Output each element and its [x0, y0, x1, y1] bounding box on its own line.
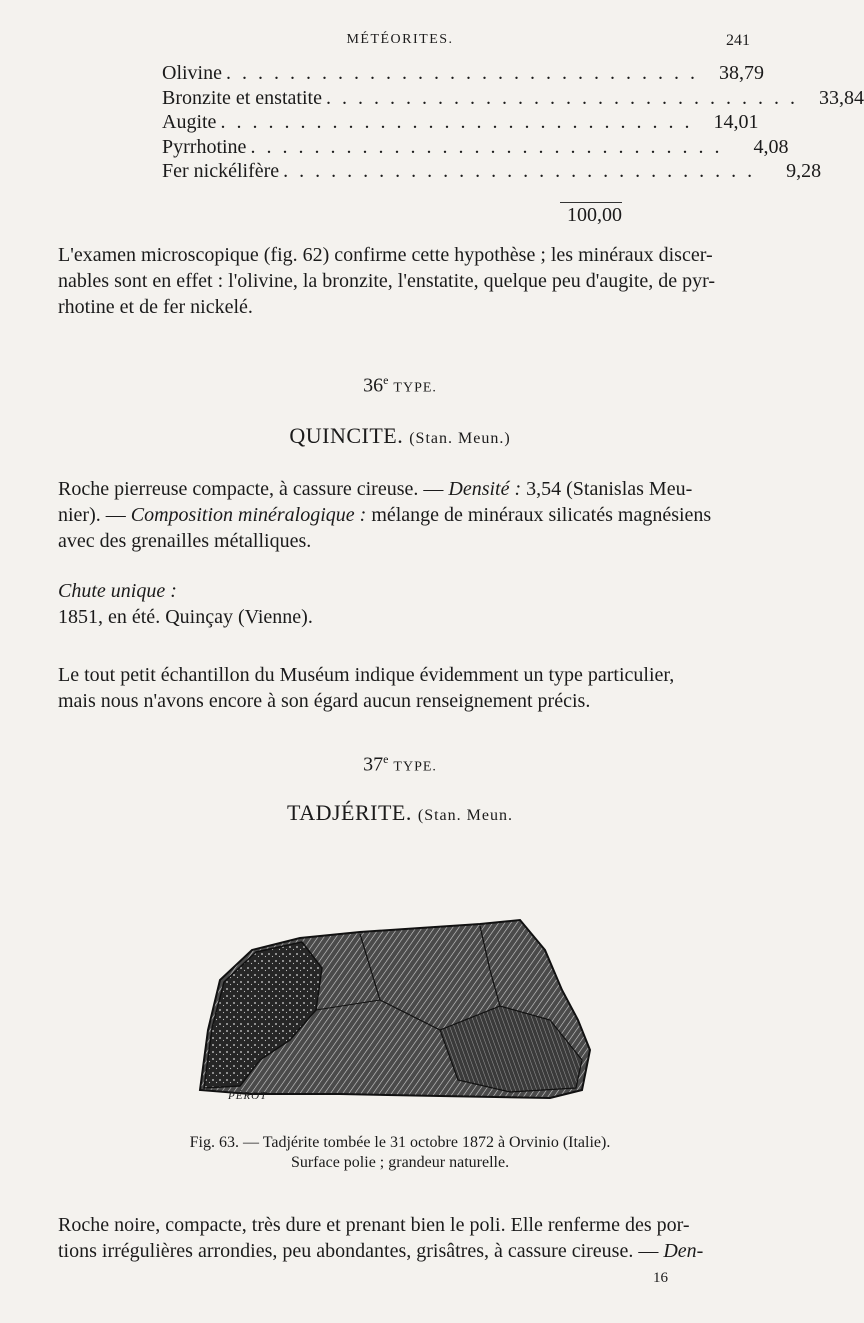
- type-superscript: e: [383, 752, 389, 766]
- composition-row: [162, 135, 789, 161]
- mineral-value: 9,28: [786, 160, 822, 182]
- composition-label: Composition minéralogique :: [130, 504, 367, 526]
- leader-dots: . . . . . . . . . . . . . . . . . . . . . . . . . . . . . .: [226, 62, 698, 84]
- running-title: MÉTÉORITES.: [346, 32, 454, 47]
- text-line: L'examen microscopique (fig. 62) confirme cette hypothèse ; les minéraux discer-: [58, 244, 713, 266]
- composition-table: [162, 62, 864, 185]
- text-line: mais nous n'avons encore à son égard aucun renseignement précis.: [58, 690, 591, 712]
- microscopic-paragraph: [58, 242, 750, 320]
- sheet-number: 16: [653, 1270, 668, 1286]
- text-line: [58, 1238, 750, 1264]
- quincite-heading: [0, 423, 800, 449]
- mineral-name: TADJÉRITE.: [287, 800, 412, 825]
- leader-dots: . . . . . . . . . . . . . . . . . . . . . . . . . . . . . .: [283, 160, 756, 182]
- engraver-signature: PÉROT: [228, 1090, 268, 1102]
- quincite-description: [58, 476, 750, 554]
- tadjerite-description: [58, 1212, 750, 1264]
- composition-row: [162, 160, 822, 185]
- text-line: [58, 476, 750, 502]
- fall-text: 1851, en été. Quinçay (Vienne).: [58, 606, 313, 628]
- mineral-value: 14,01: [713, 111, 759, 133]
- total-rule: [560, 202, 622, 203]
- type-36-heading: [0, 373, 800, 398]
- running-head: [0, 32, 800, 54]
- type-number: 36: [363, 374, 384, 397]
- text-line: Le tout petit échantillon du Muséum indique évidemment un type particulier,: [58, 664, 675, 686]
- meteorite-engraving: [190, 910, 610, 1110]
- tadjerite-heading: [0, 800, 800, 826]
- text-line: rhotine et de fer nickelé.: [58, 296, 253, 318]
- mineral-value: 33,84: [818, 86, 864, 109]
- mineral-name: QUINCITE.: [289, 423, 404, 448]
- quincite-note: [58, 662, 750, 714]
- text-run: 3,54 (Stanislas Meu-: [521, 478, 693, 500]
- mineral-author: (Stan. Meun.): [409, 430, 511, 447]
- leader-dots: . . . . . . . . . . . . . . . . . . . . . . . . . . . . . .: [325, 86, 798, 109]
- fall-section: [58, 578, 750, 630]
- figure-caption: Fig. 63. — Tadjérite tombée le 31 octobre 1872 à Orvinio (Italie).: [189, 1134, 611, 1151]
- figure-caption: Surface polie ; grandeur naturelle.: [290, 1154, 510, 1171]
- text-run: tions irrégulières arrondies, peu abondantes, grisâtres, à cassure cireuse. —: [58, 1240, 664, 1262]
- text-line: Roche noire, compacte, très dure et prenant bien le poli. Elle renferme des por-: [58, 1214, 690, 1236]
- page-number: 241: [726, 32, 750, 49]
- composition-row: [162, 86, 864, 112]
- density-label: Densité :: [448, 478, 522, 500]
- text-line: avec des grenailles métalliques.: [58, 530, 312, 552]
- text-run: mélange de minéraux silicatés magnésiens: [366, 504, 712, 526]
- text-line: nables sont en effet : l'olivine, la bronzite, l'enstatite, quelque peu d'augite, de pyr-: [58, 270, 716, 292]
- mineral-name: Bronzite et enstatite: [162, 86, 322, 109]
- leader-dots: . . . . . . . . . . . . . . . . . . . . . . . . . . . . . .: [250, 135, 723, 158]
- type-number: 37: [363, 753, 384, 776]
- composition-total: 100,00: [567, 204, 622, 226]
- mineral-value: 4,08: [753, 135, 789, 158]
- mineral-name: Pyrrhotine: [162, 135, 247, 158]
- type-word: TYPE.: [393, 380, 437, 396]
- fall-label: Chute unique :: [58, 580, 177, 602]
- type-37-heading: [0, 752, 800, 777]
- mineral-value: 38,79: [719, 62, 764, 84]
- text-run: Den-: [663, 1240, 704, 1262]
- composition-row: [162, 111, 759, 136]
- text-line: [58, 502, 750, 528]
- mineral-author: (Stan. Meun.: [417, 807, 513, 824]
- mineral-name: Augite: [162, 111, 217, 133]
- composition-row: [162, 62, 764, 87]
- mineral-name: Olivine: [162, 62, 222, 84]
- type-word: TYPE.: [393, 759, 437, 775]
- text-run: nier). —: [58, 504, 131, 526]
- text-run: Roche pierreuse compacte, à cassure cireuse. —: [58, 478, 449, 500]
- type-superscript: e: [383, 373, 389, 387]
- mineral-name: Fer nickélifère: [162, 160, 280, 182]
- leader-dots: . . . . . . . . . . . . . . . . . . . . . . . . . . . . . .: [220, 111, 693, 133]
